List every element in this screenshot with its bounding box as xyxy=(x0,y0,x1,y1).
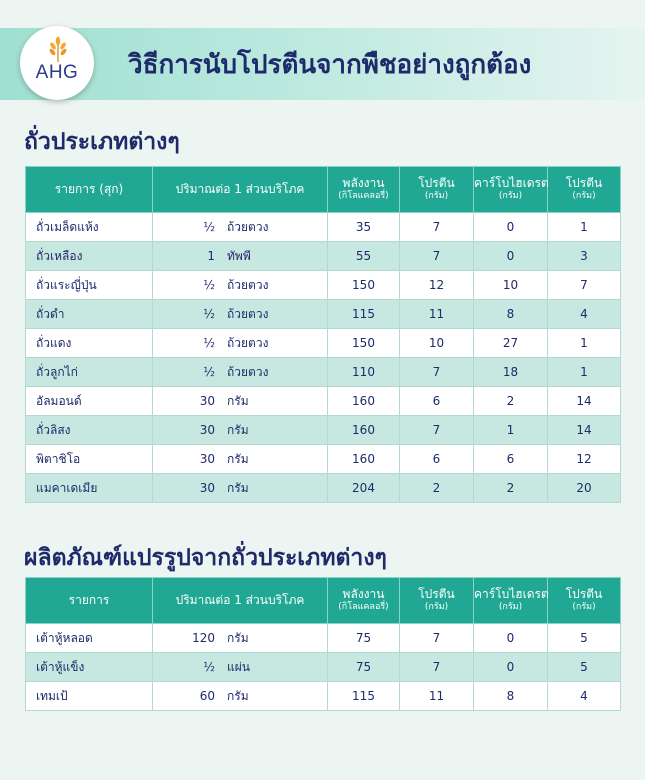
item-name-cell: ถั่วลิสง xyxy=(26,416,153,445)
column-header xyxy=(548,167,621,213)
column-header-label: โปรตีน xyxy=(565,587,603,602)
serving-amount: ½ xyxy=(203,306,215,321)
item-name-cell: ถั่วแดง xyxy=(26,329,153,358)
serving-amount: ½ xyxy=(203,335,215,350)
column-header xyxy=(400,167,474,213)
protein-cell-2: 4 xyxy=(548,300,621,329)
column-header xyxy=(474,167,548,213)
item-name-cell: เทมเป้ xyxy=(26,682,153,711)
protein-cell: 2 xyxy=(400,474,474,503)
serving-cell xyxy=(153,242,328,271)
energy-cell: 160 xyxy=(328,445,400,474)
table-row xyxy=(26,445,621,474)
serving-unit: ถ้วยตวง xyxy=(227,306,269,321)
column-header-label: คาร์โบไฮเดรต xyxy=(474,176,549,191)
protein-cell-2: 20 xyxy=(548,474,621,503)
serving-cell xyxy=(153,213,328,242)
column-header-unit: (กิโลแคลอรี่) xyxy=(338,191,389,202)
protein-cell: 11 xyxy=(400,300,474,329)
column-header-label: โปรตีน xyxy=(418,587,455,602)
carb-cell: 18 xyxy=(474,358,548,387)
serving-unit: กรัม xyxy=(227,630,249,645)
serving-cell xyxy=(153,416,328,445)
column-header xyxy=(153,167,328,213)
protein-cell-2: 7 xyxy=(548,271,621,300)
serving-cell xyxy=(153,329,328,358)
column-header-unit: (กิโลแคลอรี่) xyxy=(338,602,389,613)
protein-cell-2: 14 xyxy=(548,387,621,416)
serving-amount: ½ xyxy=(203,659,215,674)
serving-unit: กรัม xyxy=(227,422,249,437)
serving-amount: 30 xyxy=(199,393,215,408)
column-header xyxy=(328,578,400,624)
serving-unit: ถ้วยตวง xyxy=(227,219,269,234)
serving-unit: ถ้วยตวง xyxy=(227,364,269,379)
protein-cell: 6 xyxy=(400,445,474,474)
column-header-label: โปรตีน xyxy=(565,176,603,191)
protein-cell-2: 1 xyxy=(548,213,621,242)
table-header-row xyxy=(26,167,621,213)
column-header-label: คาร์โบไฮเดรต xyxy=(474,587,549,602)
table-row xyxy=(26,416,621,445)
serving-amount: ½ xyxy=(203,364,215,379)
logo-text: AHG xyxy=(35,62,79,83)
item-name-cell: ถั่วลูกไก่ xyxy=(26,358,153,387)
carb-cell: 0 xyxy=(474,242,548,271)
protein-cell: 10 xyxy=(400,329,474,358)
serving-cell xyxy=(153,387,328,416)
serving-amount: ½ xyxy=(203,277,215,292)
page-title: วิธีการนับโปรตีนจากพืชอย่างถูกต้อง xyxy=(128,50,532,80)
protein-cell-2: 3 xyxy=(548,242,621,271)
column-header-unit: (กรัม) xyxy=(424,191,449,202)
table-row xyxy=(26,358,621,387)
table-header-row xyxy=(26,578,621,624)
protein-cell: 7 xyxy=(400,624,474,653)
item-name-cell: แมคาเดเมีย xyxy=(26,474,153,503)
serving-cell xyxy=(153,445,328,474)
column-header xyxy=(400,578,474,624)
column-header-label: โปรตีน xyxy=(418,176,455,191)
serving-unit: กรัม xyxy=(227,688,249,703)
column-header-unit: (กรัม) xyxy=(498,602,523,613)
protein-cell: 7 xyxy=(400,416,474,445)
table-row xyxy=(26,624,621,653)
serving-cell xyxy=(153,653,328,682)
column-header-unit: (กรัม) xyxy=(572,602,596,613)
carb-cell: 1 xyxy=(474,416,548,445)
carb-cell: 10 xyxy=(474,271,548,300)
column-header-label: พลังงาน xyxy=(342,176,385,191)
serving-unit: กรัม xyxy=(227,393,249,408)
serving-unit: แผ่น xyxy=(227,659,250,674)
carb-cell: 0 xyxy=(474,624,548,653)
table-row xyxy=(26,653,621,682)
column-header-unit: (กรัม) xyxy=(572,191,596,202)
item-name-cell: อัลมอนด์ xyxy=(26,387,153,416)
energy-cell: 160 xyxy=(328,416,400,445)
column-header-label: พลังงาน xyxy=(342,587,385,602)
table-row xyxy=(26,474,621,503)
carb-cell: 2 xyxy=(474,387,548,416)
protein-cell-2: 1 xyxy=(548,358,621,387)
table-row xyxy=(26,682,621,711)
column-header xyxy=(26,167,153,213)
column-header xyxy=(153,578,328,624)
energy-cell: 55 xyxy=(328,242,400,271)
serving-amount: 30 xyxy=(199,480,215,495)
column-header-label: ปริมาณต่อ 1 ส่วนบริโภค xyxy=(175,181,305,196)
item-name-cell: ถั่วแระญี่ปุ่น xyxy=(26,271,153,300)
item-name-cell: เต้าหู้หลอด xyxy=(26,624,153,653)
products-table xyxy=(25,577,621,711)
protein-cell-2: 1 xyxy=(548,329,621,358)
carb-cell: 0 xyxy=(474,653,548,682)
serving-cell xyxy=(153,474,328,503)
serving-unit: ถ้วยตวง xyxy=(227,335,269,350)
item-name-cell: ถั่วดำ xyxy=(26,300,153,329)
serving-amount: 120 xyxy=(192,630,215,645)
serving-unit: กรัม xyxy=(227,480,249,495)
energy-cell: 75 xyxy=(328,624,400,653)
table-row xyxy=(26,213,621,242)
protein-cell-2: 5 xyxy=(548,624,621,653)
table-row xyxy=(26,271,621,300)
section-title-products: ผลิตภัณฑ์แปรรูปจากถั่วประเภทต่างๆ xyxy=(24,545,387,571)
serving-cell xyxy=(153,358,328,387)
serving-cell xyxy=(153,682,328,711)
serving-cell xyxy=(153,271,328,300)
wheat-icon xyxy=(48,36,68,62)
column-header-label: ปริมาณต่อ 1 ส่วนบริโภค xyxy=(175,592,305,607)
energy-cell: 110 xyxy=(328,358,400,387)
serving-amount: 30 xyxy=(199,422,215,437)
carb-cell: 0 xyxy=(474,213,548,242)
energy-cell: 150 xyxy=(328,271,400,300)
serving-amount: 1 xyxy=(207,248,215,263)
column-header xyxy=(548,578,621,624)
serving-amount: ½ xyxy=(203,219,215,234)
protein-cell: 11 xyxy=(400,682,474,711)
item-name-cell: เต้าหู้แข็ง xyxy=(26,653,153,682)
protein-cell: 7 xyxy=(400,653,474,682)
serving-amount: 60 xyxy=(199,688,215,703)
column-header-unit: (กรัม) xyxy=(424,602,449,613)
energy-cell: 115 xyxy=(328,300,400,329)
column-header-unit: (กรัม) xyxy=(498,191,523,202)
serving-amount: 30 xyxy=(199,451,215,466)
table-row xyxy=(26,300,621,329)
serving-cell xyxy=(153,624,328,653)
carb-cell: 27 xyxy=(474,329,548,358)
column-header-label: รายการ xyxy=(68,592,110,607)
carb-cell: 8 xyxy=(474,300,548,329)
serving-cell xyxy=(153,300,328,329)
logo xyxy=(20,26,94,100)
energy-cell: 204 xyxy=(328,474,400,503)
column-header xyxy=(328,167,400,213)
energy-cell: 75 xyxy=(328,653,400,682)
carb-cell: 6 xyxy=(474,445,548,474)
energy-cell: 160 xyxy=(328,387,400,416)
section-title-beans: ถั่วประเภทต่างๆ xyxy=(24,129,180,155)
carb-cell: 8 xyxy=(474,682,548,711)
column-header-label: รายการ (สุก) xyxy=(54,181,124,196)
item-name-cell: พิตาชิโอ xyxy=(26,445,153,474)
beans-table xyxy=(25,166,621,503)
table-row xyxy=(26,387,621,416)
protein-cell-2: 4 xyxy=(548,682,621,711)
item-name-cell: ถั่วเมล็ดแห้ง xyxy=(26,213,153,242)
protein-cell: 7 xyxy=(400,213,474,242)
protein-cell-2: 12 xyxy=(548,445,621,474)
table-row xyxy=(26,242,621,271)
column-header xyxy=(26,578,153,624)
energy-cell: 35 xyxy=(328,213,400,242)
serving-unit: ทัพพี xyxy=(227,248,251,263)
protein-cell: 7 xyxy=(400,242,474,271)
energy-cell: 115 xyxy=(328,682,400,711)
carb-cell: 2 xyxy=(474,474,548,503)
protein-cell-2: 5 xyxy=(548,653,621,682)
protein-cell: 6 xyxy=(400,387,474,416)
serving-unit: ถ้วยตวง xyxy=(227,277,269,292)
column-header xyxy=(474,578,548,624)
protein-cell: 12 xyxy=(400,271,474,300)
table-row xyxy=(26,329,621,358)
protein-cell: 7 xyxy=(400,358,474,387)
serving-unit: กรัม xyxy=(227,451,249,466)
item-name-cell: ถั่วเหลือง xyxy=(26,242,153,271)
energy-cell: 150 xyxy=(328,329,400,358)
protein-cell-2: 14 xyxy=(548,416,621,445)
